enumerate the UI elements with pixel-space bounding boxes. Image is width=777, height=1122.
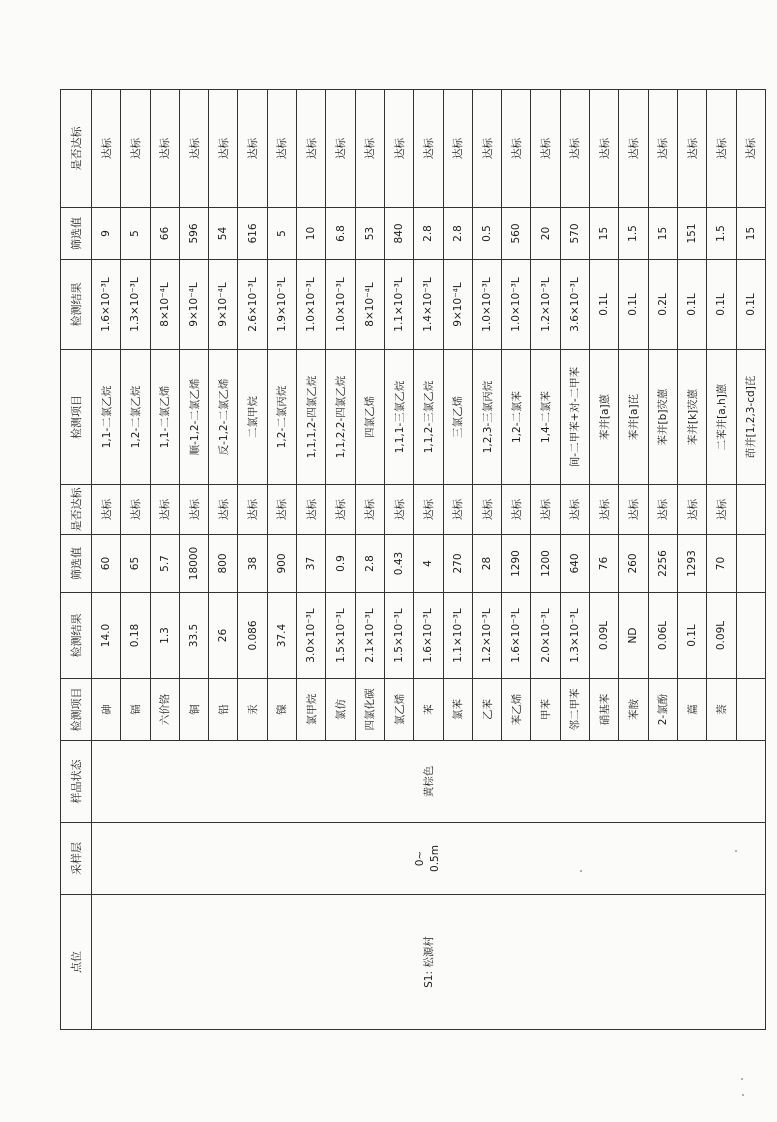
- right-item: 三氯乙烯: [443, 350, 472, 485]
- right-pass: 达标: [736, 90, 765, 208]
- right-result: 8×10⁻⁴L: [150, 260, 179, 350]
- right-result: 0.2L: [648, 260, 677, 350]
- right-item: 1,4-二氯苯: [531, 350, 560, 485]
- left-result: 3.0×10⁻³L: [297, 593, 326, 679]
- left-pass: 达标: [297, 485, 326, 535]
- header-row: [61, 90, 92, 1030]
- left-item: 氯苯: [443, 679, 472, 741]
- right-pass: 达标: [707, 90, 736, 208]
- right-pass: 达标: [531, 90, 560, 208]
- left-result: 33.5: [179, 593, 208, 679]
- scan-speck: [741, 1078, 743, 1080]
- right-screen: 616: [238, 208, 267, 260]
- left-pass: 达标: [326, 485, 355, 535]
- left-item: 硝基苯: [590, 679, 619, 741]
- empty-cell: [736, 593, 765, 679]
- depth-bottom: 0.5m: [429, 845, 442, 872]
- right-result: 9×10⁻⁴L: [179, 260, 208, 350]
- left-pass: 达标: [502, 485, 531, 535]
- header-depth: 采样层: [61, 823, 92, 895]
- right-item: 苯并[a]蒽: [590, 350, 619, 485]
- left-item: 2-氯酚: [648, 679, 677, 741]
- left-pass: 达标: [121, 485, 150, 535]
- right-pass: 达标: [297, 90, 326, 208]
- left-item: 甲苯: [531, 679, 560, 741]
- right-item: 1,2-二氯乙烷: [121, 350, 150, 485]
- left-pass: 达标: [384, 485, 413, 535]
- right-result: 0.1L: [619, 260, 648, 350]
- soil-test-table: [60, 89, 766, 1030]
- left-item: 萹: [677, 679, 706, 741]
- right-pass: 达标: [414, 90, 443, 208]
- left-result: 0.09L: [707, 593, 736, 679]
- left-item: 萘: [707, 679, 736, 741]
- right-pass: 达标: [590, 90, 619, 208]
- right-pass: 达标: [384, 90, 413, 208]
- left-pass: 达标: [150, 485, 179, 535]
- left-screen: 4: [414, 535, 443, 593]
- left-pass: 达标: [443, 485, 472, 535]
- left-result: 1.6×10⁻³L: [414, 593, 443, 679]
- left-screen: 65: [121, 535, 150, 593]
- right-screen: 2.8: [443, 208, 472, 260]
- header-state: 样品状态: [61, 741, 92, 823]
- left-result: 1.1×10⁻³L: [443, 593, 472, 679]
- left-result: 0.18: [121, 593, 150, 679]
- left-screen: 270: [443, 535, 472, 593]
- left-screen: 70: [707, 535, 736, 593]
- right-screen: 5: [121, 208, 150, 260]
- header-point: 点位: [61, 895, 92, 1030]
- empty-cell: [736, 679, 765, 741]
- header-pass-left: 是否达标: [61, 485, 92, 535]
- left-result: 2.1×10⁻³L: [355, 593, 384, 679]
- left-screen: 60: [92, 535, 121, 593]
- left-item: 四氯化碳: [355, 679, 384, 741]
- right-item: 1,1,2-三氯乙烷: [414, 350, 443, 485]
- right-screen: 151: [677, 208, 706, 260]
- right-screen: 10: [297, 208, 326, 260]
- left-screen: 260: [619, 535, 648, 593]
- right-screen: 66: [150, 208, 179, 260]
- left-result: 37.4: [267, 593, 296, 679]
- left-item: 邻二甲苯: [560, 679, 589, 741]
- right-pass: 达标: [648, 90, 677, 208]
- right-screen: 53: [355, 208, 384, 260]
- right-result: 8×10⁻⁴L: [355, 260, 384, 350]
- left-result: 0.086: [238, 593, 267, 679]
- right-screen: 596: [179, 208, 208, 260]
- right-pass: 达标: [121, 90, 150, 208]
- right-pass: 达标: [238, 90, 267, 208]
- right-item: 1,1,2,2-四氯乙烷: [326, 350, 355, 485]
- right-result: 0.1L: [677, 260, 706, 350]
- left-screen: 640: [560, 535, 589, 593]
- right-pass: 达标: [355, 90, 384, 208]
- left-item: 铅: [209, 679, 238, 741]
- right-result: 1.9×10⁻³L: [267, 260, 296, 350]
- right-pass: 达标: [179, 90, 208, 208]
- table-row: [92, 90, 121, 1030]
- depth-cell: [92, 823, 766, 895]
- left-pass: 达标: [209, 485, 238, 535]
- left-result: 0.1L: [677, 593, 706, 679]
- right-result: 2.6×10⁻³L: [238, 260, 267, 350]
- right-screen: 840: [384, 208, 413, 260]
- left-screen: 900: [267, 535, 296, 593]
- right-item: 苯并[a]芘: [619, 350, 648, 485]
- right-pass: 达标: [150, 90, 179, 208]
- left-pass: 达标: [92, 485, 121, 535]
- right-result: 3.6×10⁻³L: [560, 260, 589, 350]
- left-result: 0.09L: [590, 593, 619, 679]
- right-screen: 6.8: [326, 208, 355, 260]
- left-item: 苯: [414, 679, 443, 741]
- right-pass: 达标: [209, 90, 238, 208]
- header-screen-right: 筛选值: [61, 208, 92, 260]
- left-pass: 达标: [472, 485, 501, 535]
- right-screen: 54: [209, 208, 238, 260]
- point-cell: S1: 松源村: [92, 895, 766, 1030]
- left-pass: 达标: [267, 485, 296, 535]
- right-result: 1.3×10⁻³L: [121, 260, 150, 350]
- rotated-table-container: [60, 90, 758, 1030]
- right-screen: 570: [560, 208, 589, 260]
- header-screen-left: 筛选值: [61, 535, 92, 593]
- left-item: 镍: [267, 679, 296, 741]
- header-result-left: 检测结果: [61, 593, 92, 679]
- left-result: 0.06L: [648, 593, 677, 679]
- right-result: 1.0×10⁻³L: [297, 260, 326, 350]
- depth-top: 0~: [413, 850, 426, 867]
- left-result: 1.2×10⁻³L: [472, 593, 501, 679]
- header-item-right: 检测项目: [61, 350, 92, 485]
- right-item: 反-1,2-二氯乙烯: [209, 350, 238, 485]
- right-result: 1.1×10⁻³L: [384, 260, 413, 350]
- right-result: 1.0×10⁻³L: [472, 260, 501, 350]
- right-item: 二氯甲烷: [238, 350, 267, 485]
- left-screen: 1290: [502, 535, 531, 593]
- left-result: 2.0×10⁻³L: [531, 593, 560, 679]
- left-item: 氯甲烷: [297, 679, 326, 741]
- right-pass: 达标: [677, 90, 706, 208]
- right-pass: 达标: [443, 90, 472, 208]
- right-pass: 达标: [92, 90, 121, 208]
- left-result: 26: [209, 593, 238, 679]
- right-screen: 15: [736, 208, 765, 260]
- right-screen: 5: [267, 208, 296, 260]
- left-screen: 800: [209, 535, 238, 593]
- right-result: 9×10⁻⁴L: [209, 260, 238, 350]
- left-screen: 0.43: [384, 535, 413, 593]
- empty-cell: [736, 485, 765, 535]
- left-item: 氯仿: [326, 679, 355, 741]
- right-result: 1.0×10⁻³L: [502, 260, 531, 350]
- right-screen: 20: [531, 208, 560, 260]
- left-pass: 达标: [707, 485, 736, 535]
- right-result: 0.1L: [707, 260, 736, 350]
- header-result-right: 检测结果: [61, 260, 92, 350]
- left-pass: 达标: [179, 485, 208, 535]
- right-screen: 2.8: [414, 208, 443, 260]
- right-item: 1,1-二氯乙烯: [150, 350, 179, 485]
- right-item: 1,1,1,2-四氯乙烷: [297, 350, 326, 485]
- left-screen: 1200: [531, 535, 560, 593]
- left-pass: 达标: [531, 485, 560, 535]
- left-result: 1.3×10⁻³L: [560, 593, 589, 679]
- scan-speck: [580, 870, 582, 872]
- left-result: 14.0: [92, 593, 121, 679]
- right-item: 1,1-二氯乙烷: [92, 350, 121, 485]
- right-item: 茚并[1,2,3-cd]芘: [736, 350, 765, 485]
- right-screen: 0.5: [472, 208, 501, 260]
- scan-speck: [742, 1094, 744, 1096]
- state-cell: 黄棕色: [92, 741, 766, 823]
- left-pass: 达标: [590, 485, 619, 535]
- table-body: [92, 90, 766, 1030]
- right-screen: 560: [502, 208, 531, 260]
- right-item: 二苯并[a,h]蒽: [707, 350, 736, 485]
- left-screen: 2256: [648, 535, 677, 593]
- left-item: 镉: [121, 679, 150, 741]
- left-result: ND: [619, 593, 648, 679]
- right-screen: 15: [590, 208, 619, 260]
- left-screen: 0.9: [326, 535, 355, 593]
- right-item: 苯并[b]荧蒽: [648, 350, 677, 485]
- right-result: 0.1L: [736, 260, 765, 350]
- left-item: 汞: [238, 679, 267, 741]
- right-screen: 9: [92, 208, 121, 260]
- right-item: 顺-1,2-二氯乙烯: [179, 350, 208, 485]
- right-item: 1,1,1-三氯乙烷: [384, 350, 413, 485]
- right-item: 四氯乙烯: [355, 350, 384, 485]
- right-pass: 达标: [326, 90, 355, 208]
- right-item: 苯并[k]荧蒽: [677, 350, 706, 485]
- left-item: 六价铬: [150, 679, 179, 741]
- left-screen: 37: [297, 535, 326, 593]
- right-result: 1.2×10⁻³L: [531, 260, 560, 350]
- right-pass: 达标: [560, 90, 589, 208]
- left-screen: 38: [238, 535, 267, 593]
- left-result: 1.6×10⁻³L: [502, 593, 531, 679]
- left-pass: 达标: [677, 485, 706, 535]
- right-item: 间-二甲苯+对-二甲苯: [560, 350, 589, 485]
- right-screen: 15: [648, 208, 677, 260]
- left-pass: 达标: [414, 485, 443, 535]
- left-pass: 达标: [560, 485, 589, 535]
- left-screen: 2.8: [355, 535, 384, 593]
- left-item: 铜: [179, 679, 208, 741]
- right-pass: 达标: [267, 90, 296, 208]
- right-pass: 达标: [619, 90, 648, 208]
- left-screen: 18000: [179, 535, 208, 593]
- right-result: 1.6×10⁻³L: [92, 260, 121, 350]
- left-screen: 76: [590, 535, 619, 593]
- left-item: 氯乙烯: [384, 679, 413, 741]
- left-screen: 1293: [677, 535, 706, 593]
- left-screen: 5.7: [150, 535, 179, 593]
- right-item: 1,2-二氯丙烷: [267, 350, 296, 485]
- header-pass-right: 是否达标: [61, 90, 92, 208]
- right-result: 1.4×10⁻³L: [414, 260, 443, 350]
- right-pass: 达标: [472, 90, 501, 208]
- right-result: 1.0×10⁻³L: [326, 260, 355, 350]
- right-item: 1,2-二氯苯: [502, 350, 531, 485]
- left-pass: 达标: [648, 485, 677, 535]
- left-item: 乙苯: [472, 679, 501, 741]
- left-result: 1.3: [150, 593, 179, 679]
- left-pass: 达标: [619, 485, 648, 535]
- right-screen: 1.5: [707, 208, 736, 260]
- left-result: 1.5×10⁻³L: [384, 593, 413, 679]
- scan-speck: [735, 850, 737, 852]
- left-item: 苯乙烯: [502, 679, 531, 741]
- empty-cell: [736, 535, 765, 593]
- right-result: 9×10⁻⁴L: [443, 260, 472, 350]
- left-item: 砷: [92, 679, 121, 741]
- right-result: 0.1L: [590, 260, 619, 350]
- right-item: 1,2,3-三氯丙烷: [472, 350, 501, 485]
- left-result: 1.5×10⁻³L: [326, 593, 355, 679]
- right-pass: 达标: [502, 90, 531, 208]
- left-pass: 达标: [355, 485, 384, 535]
- header-item-left: 检测项目: [61, 679, 92, 741]
- left-screen: 28: [472, 535, 501, 593]
- left-pass: 达标: [238, 485, 267, 535]
- left-item: 苯胺: [619, 679, 648, 741]
- right-screen: 1.5: [619, 208, 648, 260]
